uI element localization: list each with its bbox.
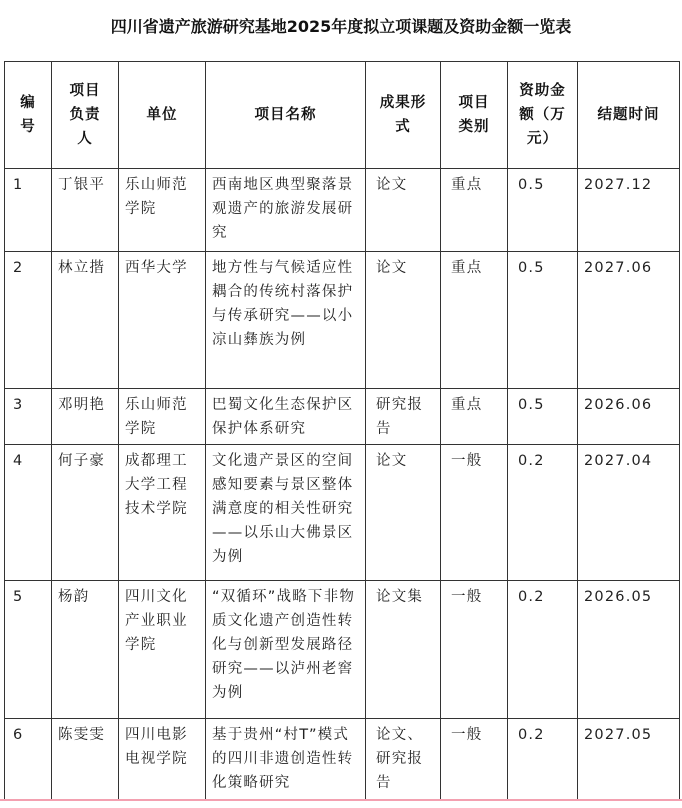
cell-type: 重点 [441,389,508,445]
cell-deadline: 2027.04 [578,445,680,581]
header-no: 编号 [5,62,52,169]
cell-deadline: 2026.05 [578,581,680,719]
header-leader: 项目负责人 [52,62,119,169]
cell-no: 3 [5,389,52,445]
cell-no: 1 [5,169,52,252]
header-form: 成果形式 [366,62,441,169]
cell-form: 论文 [366,445,441,581]
cell-no: 2 [5,252,52,389]
cell-unit: 西华大学 [119,252,206,389]
cell-name: 西南地区典型聚落景观遗产的旅游发展研究 [206,169,366,252]
bottom-divider [0,799,682,801]
cell-unit: 四川文化产业职业学院 [119,581,206,719]
table-row [5,719,680,801]
table-row [5,581,680,719]
cell-type: 重点 [441,252,508,389]
cell-amount: 0.5 [508,169,578,252]
cell-type: 一般 [441,581,508,719]
cell-unit: 成都理工大学工程技术学院 [119,445,206,581]
cell-unit: 乐山师范学院 [119,389,206,445]
cell-unit: 乐山师范学院 [119,169,206,252]
projects-table [4,61,680,801]
cell-leader: 邓明艳 [52,389,119,445]
cell-name: “双循环”战略下非物质文化遗产创造性转化与创新型发展路径研究——以泸州老窖为例 [206,581,366,719]
cell-name: 基于贵州“村T”模式的四川非遗创造性转化策略研究 [206,719,366,801]
table-row [5,445,680,581]
cell-no: 5 [5,581,52,719]
cell-amount: 0.5 [508,389,578,445]
cell-amount: 0.5 [508,252,578,389]
cell-form: 论文 [366,252,441,389]
table-row [5,389,680,445]
cell-leader: 丁银平 [52,169,119,252]
table-row [5,169,680,252]
cell-leader: 陈雯雯 [52,719,119,801]
cell-name: 地方性与气候适应性耦合的传统村落保护与传承研究——以小凉山彝族为例 [206,252,366,389]
cell-type: 一般 [441,445,508,581]
table-row [5,252,680,389]
cell-form: 研究报告 [366,389,441,445]
header-row [5,62,680,169]
cell-leader: 杨韵 [52,581,119,719]
header-unit: 单位 [119,62,206,169]
cell-deadline: 2026.06 [578,389,680,445]
cell-type: 一般 [441,719,508,801]
cell-no: 6 [5,719,52,801]
cell-leader: 何子豪 [52,445,119,581]
cell-deadline: 2027.05 [578,719,680,801]
cell-form: 论文 [366,169,441,252]
cell-name: 文化遗产景区的空间感知要素与景区整体满意度的相关性研究——以乐山大佛景区为例 [206,445,366,581]
cell-amount: 0.2 [508,445,578,581]
cell-deadline: 2027.12 [578,169,680,252]
cell-type: 重点 [441,169,508,252]
cell-name: 巴蜀文化生态保护区保护体系研究 [206,389,366,445]
table-title: 四川省遗产旅游研究基地2025年度拟立项课题及资助金额一览表 [110,17,572,36]
cell-no: 4 [5,445,52,581]
header-deadline: 结题时间 [578,62,680,169]
cell-deadline: 2027.06 [578,252,680,389]
cell-leader: 林立揩 [52,252,119,389]
cell-amount: 0.2 [508,581,578,719]
header-name: 项目名称 [206,62,366,169]
cell-amount: 0.2 [508,719,578,801]
cell-unit: 四川电影电视学院 [119,719,206,801]
cell-form: 论文集 [366,581,441,719]
header-amount: 资助金额（万元） [508,62,578,169]
cell-form: 论文、研究报告 [366,719,441,801]
header-type: 项目类别 [441,62,508,169]
